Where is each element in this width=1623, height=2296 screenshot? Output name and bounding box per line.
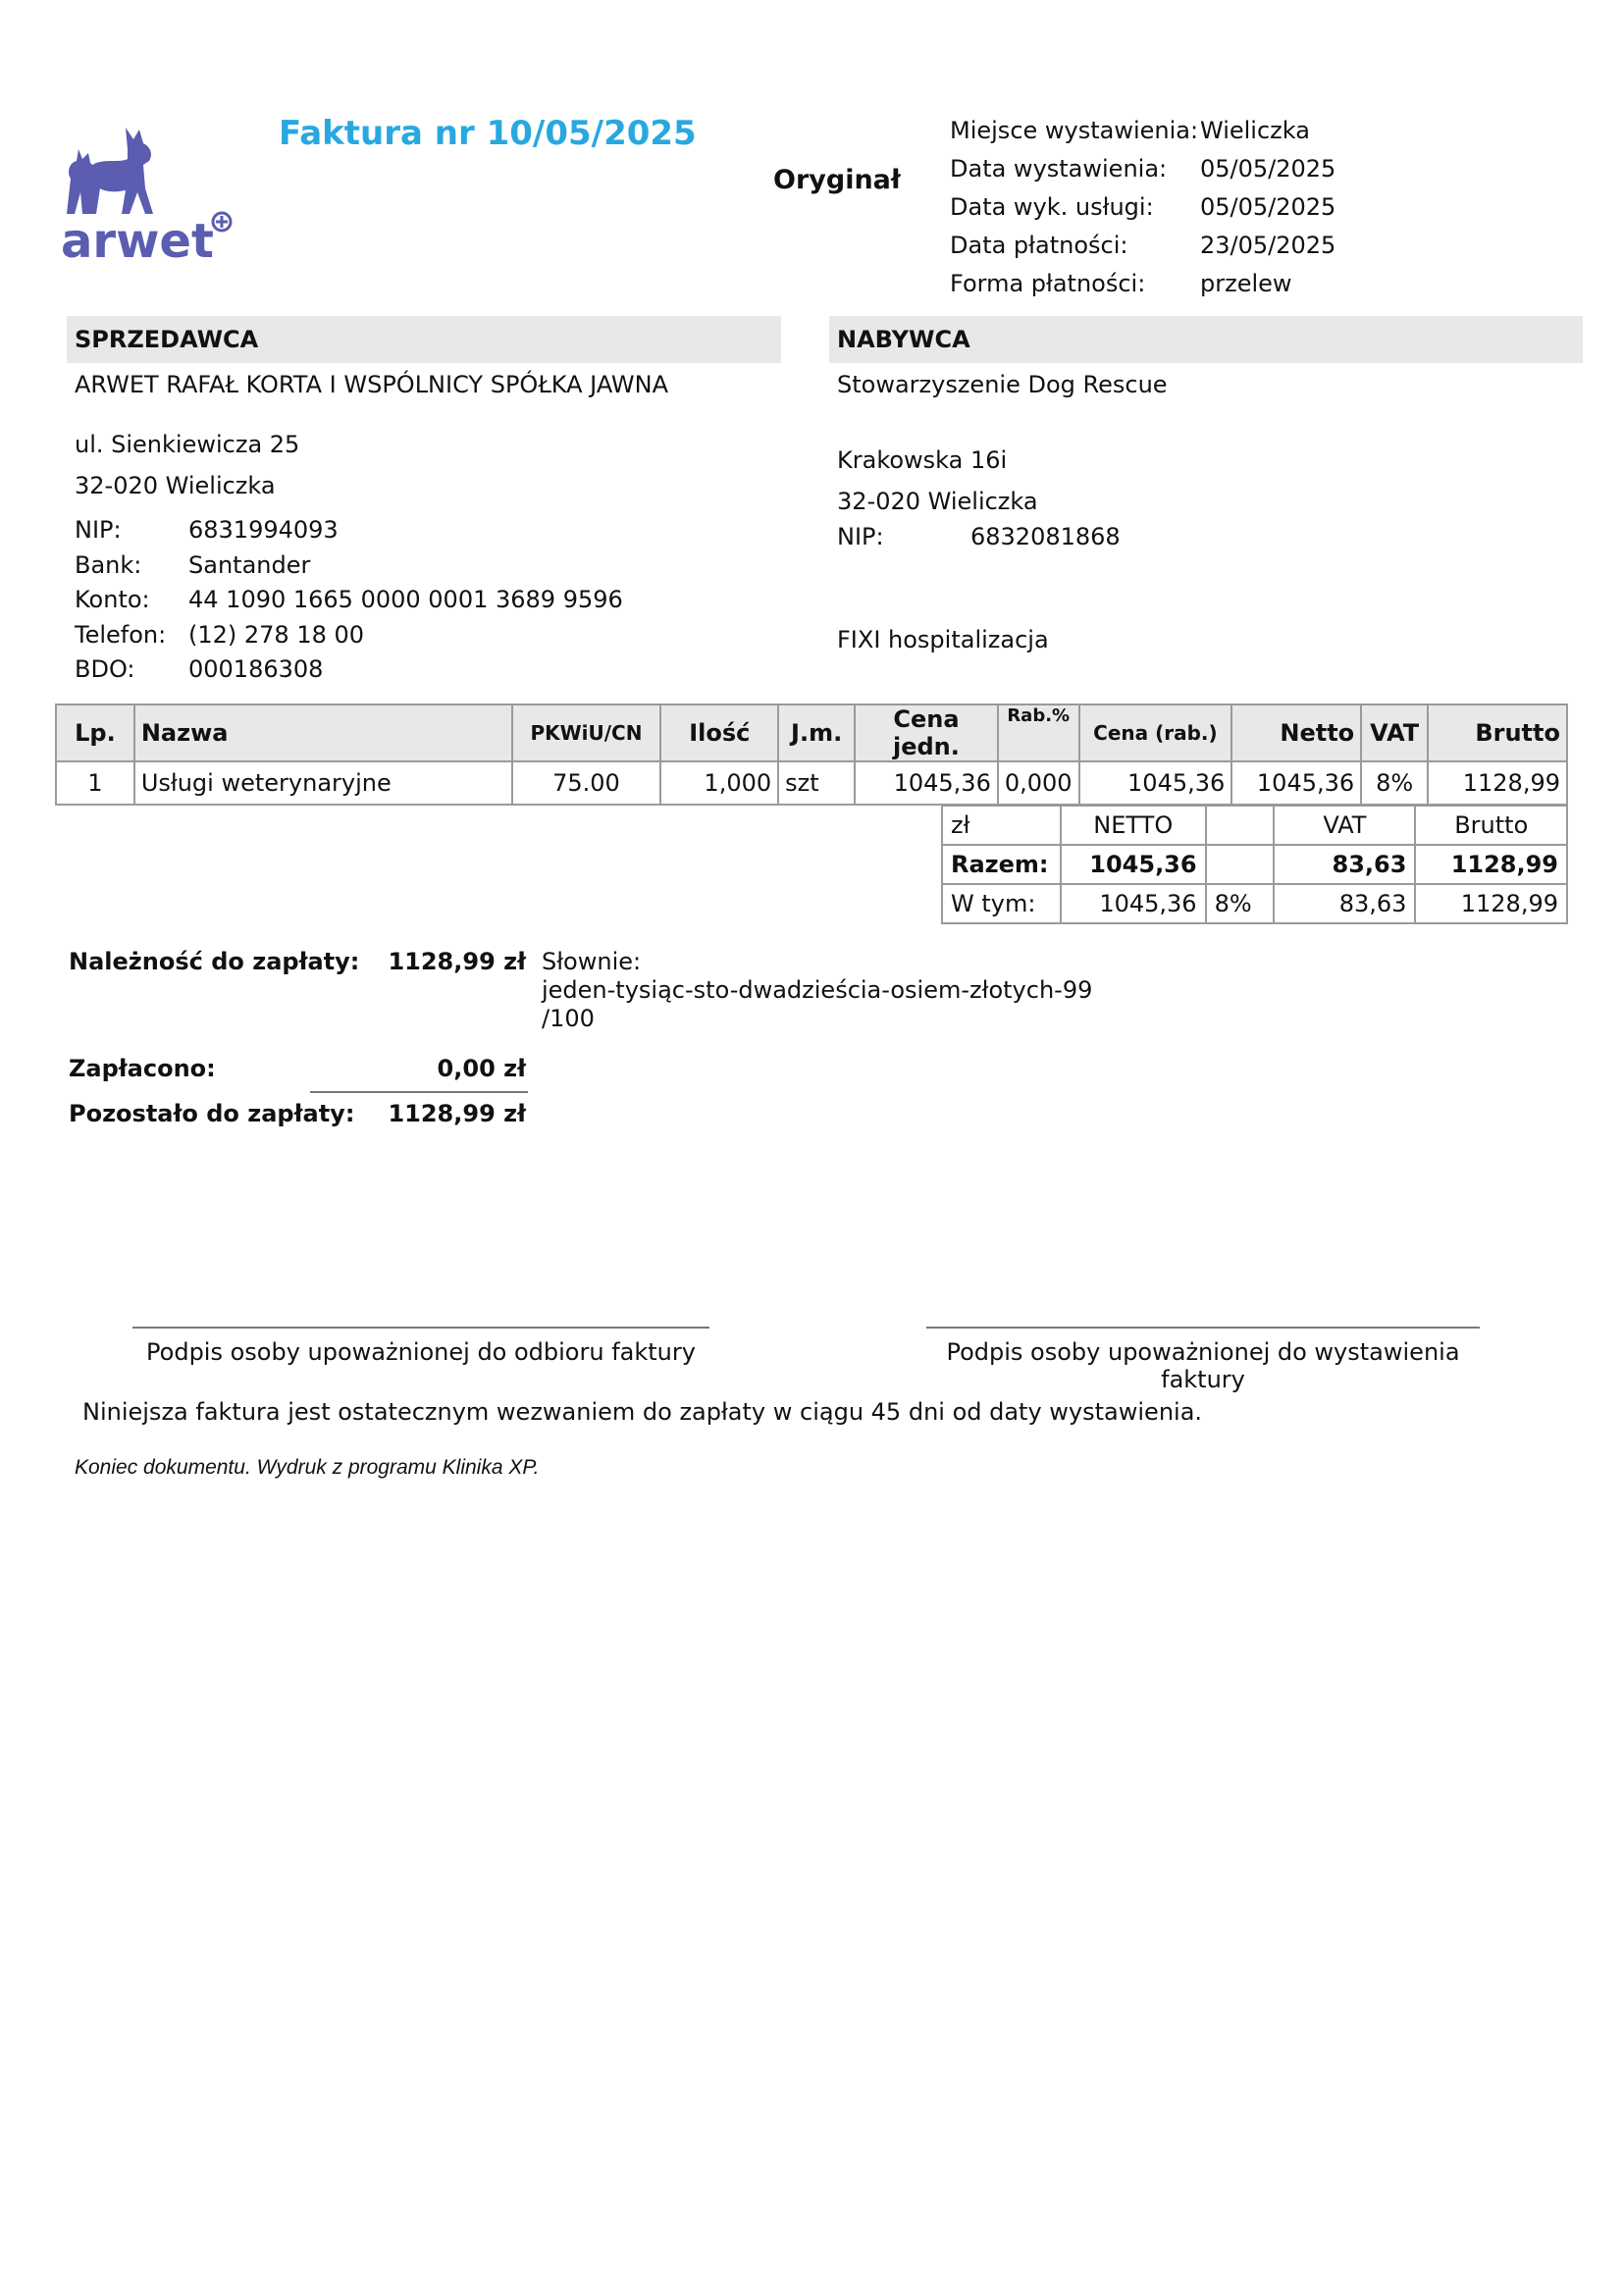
cell-name: Usługi weterynaryjne bbox=[134, 761, 512, 805]
svg-text:arwet: arwet bbox=[61, 214, 214, 267]
sum-breakdown-net: 1045,36 bbox=[1061, 884, 1206, 923]
buyer-name: Stowarzyszenie Dog Rescue bbox=[837, 371, 1168, 398]
col-header-qty: Ilość bbox=[660, 704, 778, 761]
summary-header-row bbox=[942, 806, 1567, 845]
table-row bbox=[56, 761, 1567, 805]
cell-discounted-price: 1045,36 bbox=[1079, 761, 1232, 805]
seller-street: ul. Sienkiewicza 25 bbox=[75, 431, 300, 458]
paid-value: 0,00 zł bbox=[437, 1055, 526, 1082]
meta-row: Data wystawienia: 05/05/2025 bbox=[950, 155, 1336, 183]
col-header-vat: VAT bbox=[1361, 704, 1428, 761]
receiver-signature-label: Podpis osoby upoważnionej do odbioru faktury bbox=[146, 1338, 696, 1366]
buyer-city: 32-020 Wieliczka bbox=[837, 488, 1038, 515]
seller-name: ARWET RAFAŁ KORTA I WSPÓLNICY SPÓŁKA JAWNA bbox=[75, 371, 669, 398]
seller-field: NIP: 6831994093 bbox=[75, 516, 339, 544]
sum-breakdown-vat: 83,63 bbox=[1274, 884, 1415, 923]
receiver-signature-line bbox=[132, 1327, 709, 1329]
amount-words-line2: /100 bbox=[542, 1005, 595, 1032]
seller-field: BDO: 000186308 bbox=[75, 655, 324, 683]
invoice-meta bbox=[950, 112, 1335, 303]
items-table bbox=[55, 704, 1568, 806]
meta-row: Data płatności: 23/05/2025 bbox=[950, 232, 1336, 259]
seller-field: Telefon: (12) 278 18 00 bbox=[75, 620, 365, 649]
remaining-label: Pozostało do zapłaty: bbox=[69, 1100, 355, 1127]
cell-qty: 1,000 bbox=[660, 761, 778, 805]
seller-city: 32-020 Wieliczka bbox=[75, 472, 276, 499]
col-header-unit-price: Cena jedn. bbox=[855, 704, 998, 761]
seller-fields bbox=[75, 513, 623, 688]
seller-field: Bank: Santander bbox=[75, 550, 311, 579]
seller-field: Konto: 44 1090 1665 0000 0001 3689 9596 bbox=[75, 586, 623, 613]
col-header-name: Nazwa bbox=[134, 704, 512, 761]
seller-heading: SPRZEDAWCA bbox=[67, 316, 781, 363]
sum-total-label: Razem: bbox=[942, 845, 1061, 884]
invoice-title: Faktura nr 10/05/2025 bbox=[279, 114, 697, 153]
payment-notice: Niniejsza faktura jest ostatecznym wezwaniem do zapłaty w ciągu 45 dni od daty wystawienia. bbox=[82, 1398, 1203, 1426]
amount-words-label: Słownie: bbox=[542, 948, 642, 975]
paid-label: Zapłacono: bbox=[69, 1055, 216, 1082]
dog-cat-logo-icon bbox=[57, 120, 243, 267]
sum-total-gross: 1128,99 bbox=[1415, 845, 1567, 884]
issuer-signature-line bbox=[926, 1327, 1480, 1329]
meta-row: Data wyk. usługi: 05/05/2025 bbox=[950, 193, 1336, 221]
col-header-net: Netto bbox=[1231, 704, 1361, 761]
sum-header-gross: Brutto bbox=[1415, 806, 1567, 845]
amount-words-line1: jeden-tysiąc-sto-dwadzieścia-osiem-złotych-99 bbox=[542, 976, 1093, 1004]
items-header-row bbox=[56, 704, 1567, 761]
cell-lp: 1 bbox=[56, 761, 134, 805]
sum-total-vat: 83,63 bbox=[1274, 845, 1415, 884]
sum-header-rate bbox=[1206, 806, 1275, 845]
company-logo bbox=[57, 120, 243, 267]
buyer-note: FIXI hospitalizacja bbox=[837, 626, 1049, 653]
cell-pkwiu: 75.00 bbox=[512, 761, 661, 805]
sum-breakdown-label: W tym: bbox=[942, 884, 1061, 923]
copy-label: Oryginał bbox=[773, 165, 901, 195]
sum-header-currency: zł bbox=[942, 806, 1061, 845]
issuer-signature-label-1: Podpis osoby upoważnionej do wystawienia bbox=[946, 1338, 1460, 1366]
col-header-discounted-price: Cena (rab.) bbox=[1079, 704, 1232, 761]
sum-total-net: 1045,36 bbox=[1061, 845, 1206, 884]
summary-total-row bbox=[942, 845, 1567, 884]
col-header-discount: Rab.% bbox=[998, 704, 1079, 761]
col-header-pkwiu: PKWiU/CN bbox=[512, 704, 661, 761]
col-header-gross: Brutto bbox=[1428, 704, 1567, 761]
cell-net: 1045,36 bbox=[1231, 761, 1361, 805]
summary-breakdown-row bbox=[942, 884, 1567, 923]
cell-discount: 0,000 bbox=[998, 761, 1079, 805]
cell-vat: 8% bbox=[1361, 761, 1428, 805]
summary-table bbox=[941, 805, 1568, 924]
cell-gross: 1128,99 bbox=[1428, 761, 1567, 805]
sum-total-rate bbox=[1206, 845, 1275, 884]
cell-unit-price: 1045,36 bbox=[855, 761, 998, 805]
col-header-unit: J.m. bbox=[778, 704, 855, 761]
document-end-note: Koniec dokumentu. Wydruk z programu Klinika XP. bbox=[75, 1456, 540, 1479]
meta-row: Forma płatności: przelew bbox=[950, 270, 1292, 297]
paid-divider bbox=[310, 1091, 528, 1093]
issuer-signature-label-2: faktury bbox=[1161, 1366, 1245, 1393]
meta-row: Miejsce wystawienia: Wieliczka bbox=[950, 117, 1310, 144]
buyer-nip: NIP: 6832081868 bbox=[837, 523, 1121, 550]
amount-due-value: 1128,99 zł bbox=[388, 948, 526, 975]
buyer-street: Krakowska 16i bbox=[837, 446, 1008, 474]
sum-breakdown-gross: 1128,99 bbox=[1415, 884, 1567, 923]
sum-header-net: NETTO bbox=[1061, 806, 1206, 845]
amount-due-label: Należność do zapłaty: bbox=[69, 948, 360, 975]
col-header-lp: Lp. bbox=[56, 704, 134, 761]
sum-breakdown-rate: 8% bbox=[1206, 884, 1275, 923]
remaining-value: 1128,99 zł bbox=[388, 1100, 526, 1127]
buyer-heading: NABYWCA bbox=[829, 316, 1583, 363]
sum-header-vat: VAT bbox=[1274, 806, 1415, 845]
cell-unit: szt bbox=[778, 761, 855, 805]
